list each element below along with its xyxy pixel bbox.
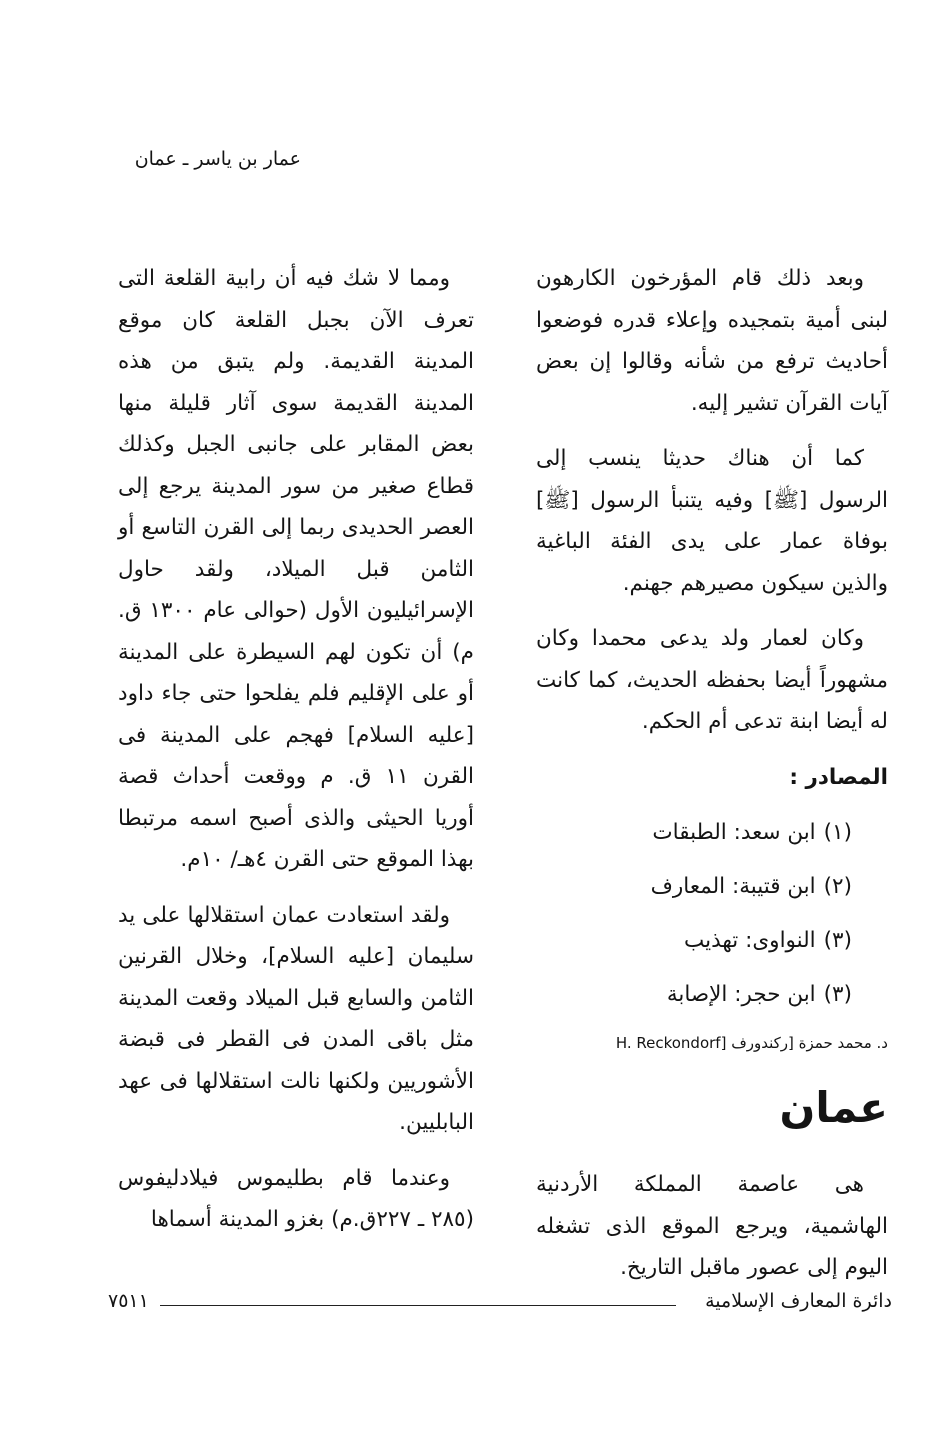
source-number: (٢) — [823, 874, 852, 899]
source-text: ابن قتيبة: المعارف — [650, 874, 816, 899]
page-footer — [0, 1290, 944, 1320]
source-number: (٣) — [823, 982, 852, 1007]
source-item — [536, 968, 852, 1022]
paragraph: ولقد استعادت عمان استقلالها على يد سليمان [عليه السلام]، وخلال القرنين الثامن والسابع قبل الميلاد وقعت المدينة مثل باقى المدن فى القطر فى قبضة الأشوريين ولكنها نالت استقلالها فى عهد البابليين. — [118, 902, 474, 1135]
author-name-arabic: د. محمد حمزة [ركندورف — [731, 1034, 888, 1052]
paragraph: وعندما قام بطليموس فيلادليفوس (٢٨٥ ـ ٢٢٧ق.م) بغزو المدينة أسماها — [118, 1165, 474, 1232]
source-text: ابن سعد: الطبقات — [652, 820, 816, 845]
paragraph: وبعد ذلك قام المؤرخون الكارهون لبنى أمية بتمجيده وإعلاء قدره فوضعوا أحاديث ترفع من شأنه وقالوا إن بعض آيات القرآن تشير إليه. — [536, 266, 888, 416]
running-header: عمار بن ياسر ـ عمان — [134, 148, 301, 170]
sources-list — [536, 806, 888, 1022]
page-number: ٧٥١١ — [108, 1290, 149, 1312]
source-item — [536, 860, 852, 914]
source-item — [536, 914, 852, 968]
paragraph: ومما لا شك فيه أن رابية القلعة التى تعرف الآن بجبل القلعة كان موقع المدينة القديمة. ولم يتبق من هذه المدينة القديمة سوى آثار قليلة منها بعض المقابر على جانبى الجبل وكذلك قطاع صغير من سور المدينة يرجع إلى العصر الحديدى ربما إلى القرن التاسع أو الثامن قبل الميلاد، ولقد حاول الإسرائيليون الأول (حوالى عام ١٣٠٠ ق. م) أن تكون لهم السيطرة على المدينة أو على الإقليم فلم يفلحوا حتى جاء داود [عليه السلام] فهجم على المدينة فى القرن ١١ ق. م ووقعت أحداث قصة أوريا الحيثى والذى أصبح اسمه مرتبطا بهذا الموقع حتى القرن ٤هـ/ ١٠م. — [118, 266, 474, 872]
entry-title: عمان — [779, 1083, 888, 1132]
source-text: ابن حجر: الإصابة — [666, 982, 816, 1007]
paragraph: هى عاصمة المملكة الأردنية الهاشمية، ويرجع الموقع الذى تشغله اليوم إلى عصور ماقبل التاريخ. — [536, 1172, 888, 1280]
right-column — [536, 258, 888, 1289]
author-credit — [536, 1032, 888, 1054]
paragraph: كما أن هناك حديثا ينسب إلى الرسول [ﷺ] وفيه يتنبأ الرسول [ﷺ] بوفاة عمار على يدى الفئة الباغية والذين سيكون مصيرهم جهنم. — [536, 446, 888, 596]
author-name-latin: H. Reckondorf] — [615, 1034, 727, 1052]
source-text: النواوى: تهذيب — [684, 928, 816, 953]
left-column — [118, 258, 474, 1241]
footer-source-title: دائرة المعارف الإسلامية — [705, 1290, 892, 1312]
sources-heading: المصادر : — [789, 764, 888, 790]
paragraph: وكان لعمار ولد يدعى محمدا وكان مشهوراً أيضا بحفظه الحديث، كما كانت له أيضا ابنة تدعى أم الحكم. — [536, 626, 888, 734]
source-number: (١) — [823, 820, 852, 845]
footer-rule — [160, 1305, 676, 1306]
source-item — [536, 806, 852, 860]
source-number: (٣) — [823, 928, 852, 953]
